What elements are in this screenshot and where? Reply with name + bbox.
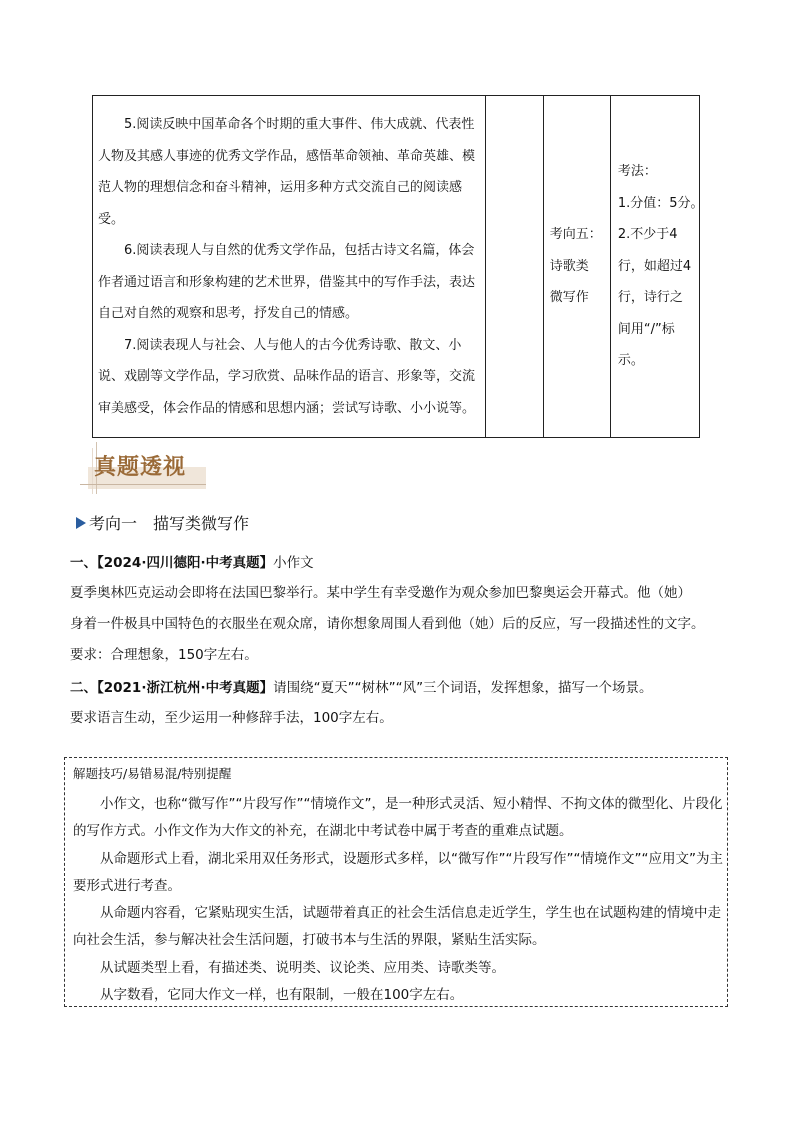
header-decoration <box>92 448 93 494</box>
direction-line: 考向五： <box>549 227 602 243</box>
tips-paragraph: 从字数看，它同大作文一样，也有限制，一般在100字左右。 <box>100 987 464 1004</box>
method-line: 1.分值：5分。 <box>617 195 704 211</box>
method-line: 考法： <box>617 164 657 180</box>
curriculum-table <box>92 95 704 438</box>
question-1-line: 身着一件极具中国特色的衣服坐在观众席，请你想象周围人看到他（她）后的反应，写一段描述性的文字。 <box>70 616 705 632</box>
method-line: 行，诗行之 <box>617 290 683 306</box>
tips-body <box>73 791 723 1009</box>
exam-method-cell <box>610 96 704 438</box>
direction-heading <box>76 511 249 534</box>
standard-item-5: 5.阅读反映中国革命各个时期的重大事件、伟大成就、代表性人物及其感人事迹的优秀文学作品，感悟革命领袖、革命英雄、模范人物的理想信念和奋斗精神，运用多种方式交流自己的阅读感受。 <box>98 117 476 227</box>
method-line: 示。 <box>617 353 644 369</box>
tips-title: 解题技巧/易错易混/特别提醒 <box>73 766 232 781</box>
question-2-header <box>70 676 653 696</box>
header-decoration <box>80 484 206 485</box>
empty-cell <box>485 96 543 438</box>
tips-box <box>64 757 728 1007</box>
standard-item-7: 7.阅读表现人与社会、人与他人的古今优秀诗歌、散文、小说、戏剧等文学作品，学习欣赏、品味作品的语言、形象等，交流审美感受，体会作品的情感和思想内涵；尝试写诗歌、小小说等。 <box>98 337 476 416</box>
exam-direction-cell <box>543 96 610 438</box>
tips-paragraph: 从命题形式上看，湖北采用双任务形式，设题形式多样，以“微写作”“片段写作”“情境作文”“应用文”为主要形式进行考查。 <box>73 850 723 894</box>
question-2-prompt: 请围绕“夏天”“树林”“风”三个词语，发挥想象，描写一个场景。 <box>273 680 653 696</box>
question-1-requirement: 要求：合理想象，150字左右。 <box>70 647 258 663</box>
method-line: 行，如超过4 <box>617 258 692 274</box>
standards-cell <box>93 96 486 438</box>
tips-paragraph: 小作文，也称“微写作”“片段写作”“情境作文”，是一种形式灵活、短小精悍、不拘文体的微型化、片段化的写作方式。小作文作为大作文的补充，在湖北中考试卷中属于考查的重难点试题。 <box>73 796 723 840</box>
section-header <box>80 442 210 492</box>
triangle-right-icon <box>76 517 86 529</box>
direction-heading-text: 考向一 描写类微写作 <box>89 514 250 533</box>
tips-paragraph: 从命题内容看，它紧贴现实生活，试题带着真正的社会生活信息走近学生，学生也在试题构建的情境中走向社会生活，参与解决社会生活问题，打破书本与生活的界限，紧贴生活实际。 <box>73 905 721 949</box>
question-1-source: 一、【2024·四川德阳·中考真题】 <box>70 555 274 571</box>
method-line: 2.不少于4 <box>617 227 678 243</box>
method-line: 间用“/”标 <box>617 321 675 337</box>
question-1-title: 小作文 <box>273 555 314 571</box>
question-2-source: 二、【2021·浙江杭州·中考真题】 <box>70 680 274 696</box>
question-1-line: 夏季奥林匹克运动会即将在法国巴黎举行。某中学生有幸受邀作为观众参加巴黎奥运会开幕式。他（她） <box>70 585 691 601</box>
question-1-header <box>70 551 314 571</box>
standard-item-6: 6.阅读表现人与自然的优秀文学作品，包括古诗文名篇，体会作者通过语言和形象构建的艺术世界，借鉴其中的写作手法，表达自己对自然的观察和思考，抒发自己的情感。 <box>98 243 476 321</box>
tips-paragraph: 从试题类型上看，有描述类、说明类、议论类、应用类、诗歌类等。 <box>100 959 505 976</box>
section-title: 真题透视 <box>94 455 187 480</box>
direction-line: 微写作 <box>549 290 589 306</box>
question-2-requirement: 要求语言生动，至少运用一种修辞手法，100字左右。 <box>70 710 393 726</box>
direction-line: 诗歌类 <box>549 258 589 274</box>
